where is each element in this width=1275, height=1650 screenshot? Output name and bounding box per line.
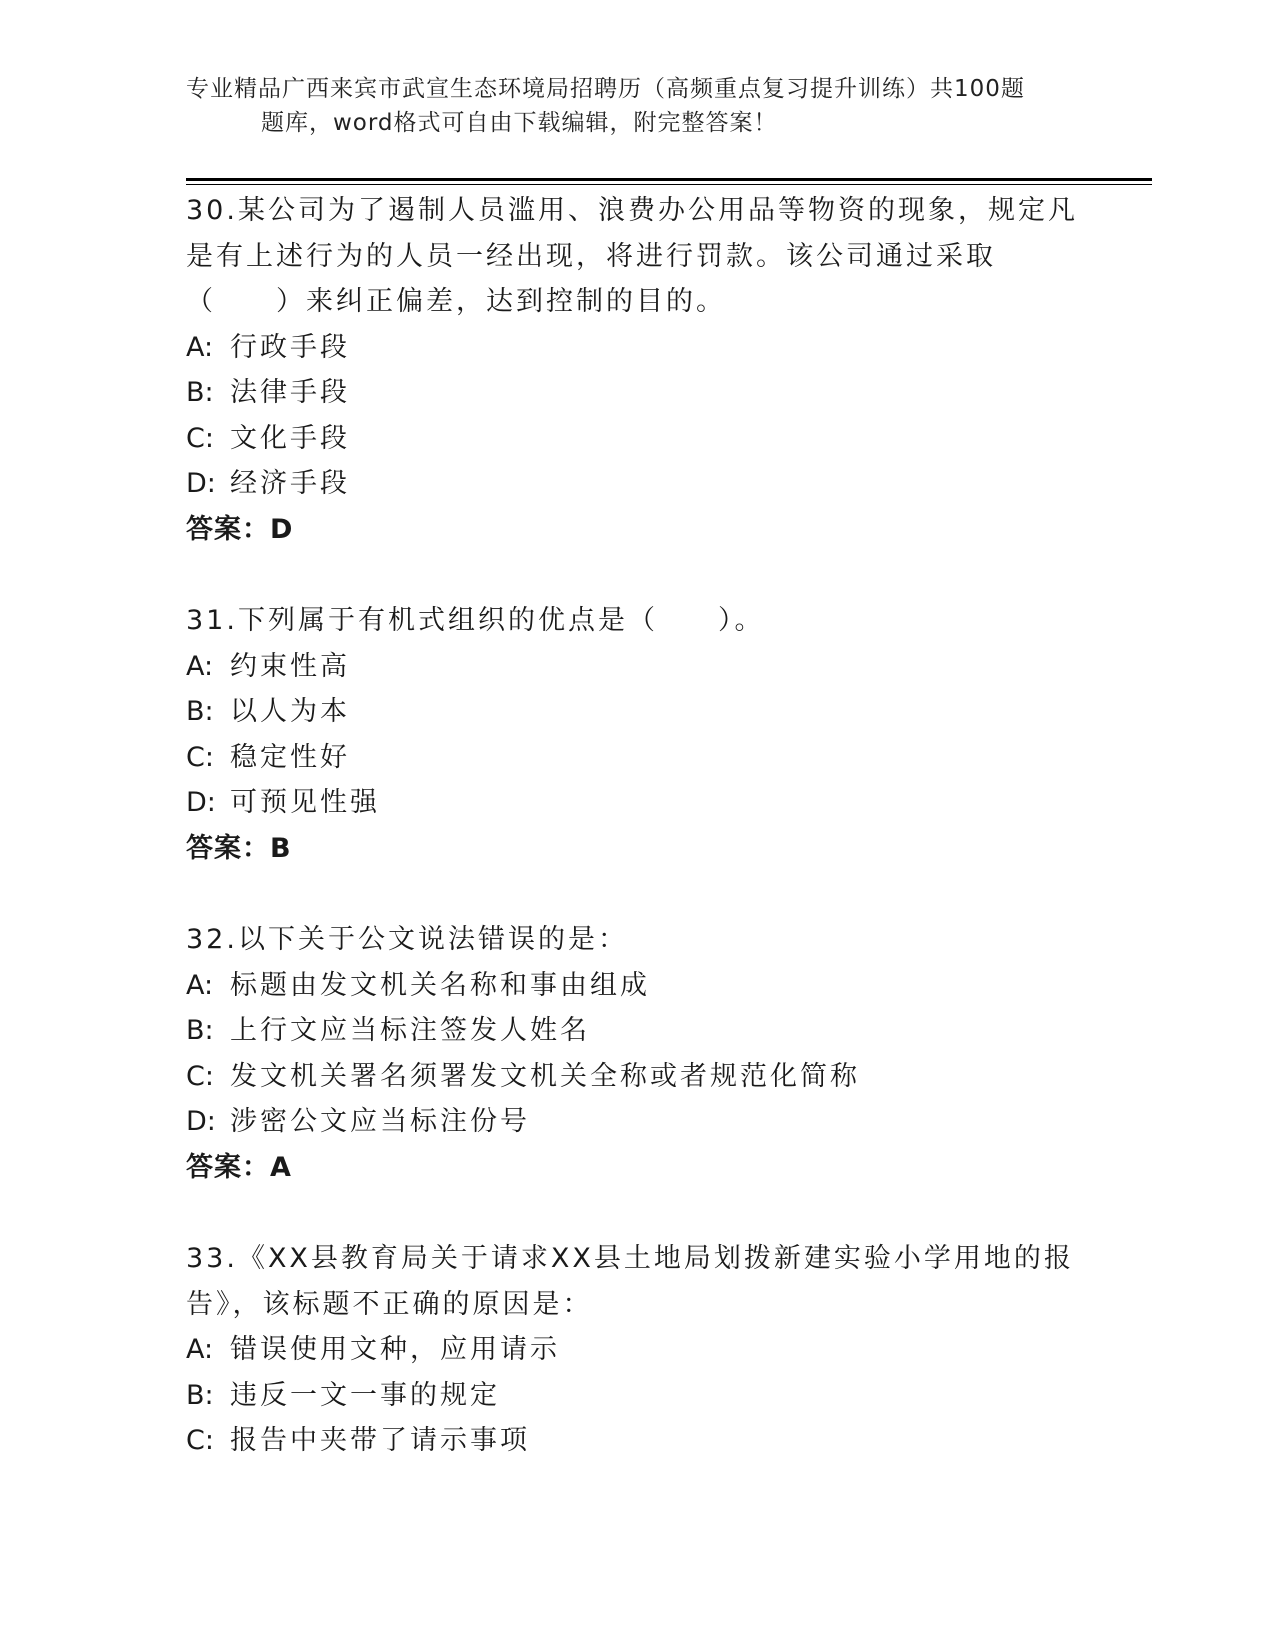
- option-key: B:: [186, 696, 214, 727]
- option-text: 标题由发文机关名称和事由组成: [230, 969, 650, 1001]
- option-a: [186, 1327, 1086, 1373]
- option-d: [186, 780, 1086, 826]
- option-d: [186, 461, 1086, 507]
- option-a: [186, 644, 1086, 690]
- question-block: [186, 598, 1086, 871]
- header-line-2: 题库，word格式可自由下载编辑，附完整答案！: [261, 110, 778, 136]
- option-key: C:: [186, 741, 214, 773]
- option-key: A:: [186, 1334, 214, 1365]
- option-key: A:: [186, 650, 214, 682]
- option-key: B:: [186, 1379, 214, 1411]
- question-list: [186, 188, 1086, 1464]
- question-block: [186, 917, 1086, 1190]
- answer-label: 答案：B: [186, 832, 292, 864]
- option-c: [186, 1418, 1086, 1464]
- option-text: 行政手段: [230, 331, 350, 363]
- option-key: B:: [186, 377, 214, 408]
- option-c: [186, 735, 1086, 781]
- option-b: [186, 1373, 1086, 1419]
- option-text: 可预见性强: [230, 787, 380, 818]
- option-text: 经济手段: [230, 468, 350, 499]
- option-text: 错误使用文种，应用请示: [230, 1334, 560, 1365]
- question-text: 30.某公司为了遏制人员滥用、浪费办公用品等物资的现象，规定凡是有上述行为的人员一经出现，将进行罚款。该公司通过采取（ ）来纠正偏差，达到控制的目的。: [186, 195, 1078, 317]
- option-text: 发文机关署名须署发文机关全称或者规范化简称: [230, 1060, 860, 1092]
- option-key: C:: [186, 1060, 214, 1092]
- question-text: 33.《XX县教育局关于请求XX县土地局划拨新建实验小学用地的报告》，该标题不正确的原因是：: [186, 1243, 1074, 1320]
- option-text: 文化手段: [230, 422, 350, 454]
- header-rule-thick: [186, 178, 1152, 181]
- option-text: 以人为本: [230, 696, 350, 727]
- option-text: 约束性高: [230, 650, 350, 682]
- option-text: 违反一文一事的规定: [230, 1379, 500, 1411]
- option-key: A:: [186, 331, 214, 363]
- question-text: 31.下列属于有机式组织的优点是（ ）。: [186, 605, 765, 636]
- option-a: [186, 325, 1086, 371]
- spacer: [186, 552, 1086, 598]
- option-text: 法律手段: [230, 377, 350, 408]
- option-b: [186, 1008, 1086, 1054]
- option-text: 稳定性好: [230, 741, 350, 773]
- option-key: D:: [186, 1106, 216, 1137]
- option-text: 上行文应当标注签发人姓名: [230, 1015, 590, 1046]
- question-block: [186, 1236, 1086, 1464]
- spacer: [186, 871, 1086, 917]
- option-a: [186, 963, 1086, 1009]
- option-key: C:: [186, 1425, 214, 1456]
- option-key: B:: [186, 1015, 214, 1046]
- option-key: D:: [186, 787, 216, 818]
- question-block: [186, 188, 1086, 552]
- document-header: [186, 72, 1066, 140]
- option-b: [186, 370, 1086, 416]
- option-text: 涉密公文应当标注份号: [230, 1106, 530, 1137]
- answer-label: 答案：D: [186, 513, 294, 545]
- option-key: A:: [186, 969, 214, 1001]
- option-b: [186, 689, 1086, 735]
- option-key: D:: [186, 468, 216, 499]
- header-line-1: 专业精品广西来宾市武宣生态环境局招聘历（高频重点复习提升训练）共100题: [186, 76, 1025, 102]
- spacer: [186, 1190, 1086, 1236]
- option-text: 报告中夹带了请示事项: [230, 1425, 530, 1456]
- option-d: [186, 1099, 1086, 1145]
- option-c: [186, 416, 1086, 462]
- header-rule-thin: [186, 184, 1152, 185]
- answer-label: 答案：A: [186, 1151, 292, 1183]
- option-c: [186, 1054, 1086, 1100]
- question-text: 32.以下关于公文说法错误的是：: [186, 924, 628, 955]
- option-key: C:: [186, 422, 214, 454]
